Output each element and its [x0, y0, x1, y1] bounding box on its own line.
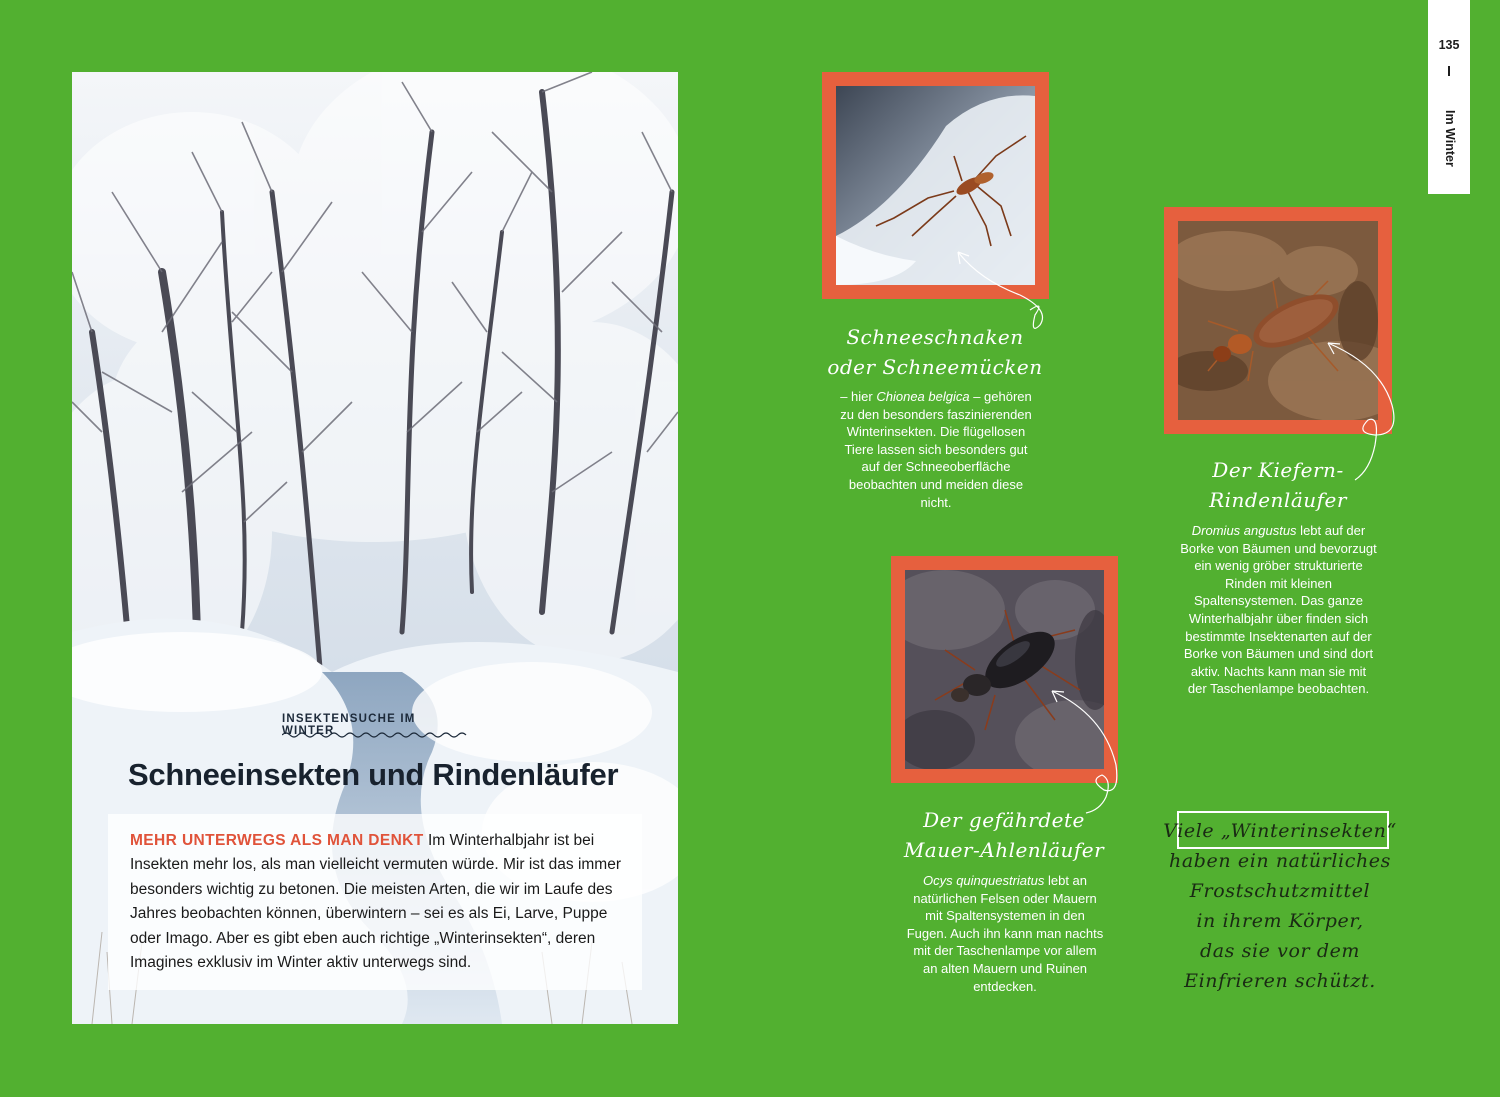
snow-fly-caption-text: – gehören zu den besonders faszinierenden Winterinsekten. Die flügellosen Tiere lassen sich besonders gut auf der Schneeoberfläche beobachten und meiden diese nicht. — [840, 389, 1032, 510]
snow-fly-caption — [834, 388, 1038, 511]
page-headline: Schneeinsekten und Rindenläufer — [128, 757, 619, 792]
wall-runner-caption-text: lebt an natürlichen Felsen oder Mauern mit Spaltensystemen in den Fugen. Auch ihn kann man nachts mit der Taschenlampe vor allem an alten Mauern und Ruinen entdecken. — [906, 873, 1104, 994]
pine-bark-runner-title-line2: Rindenläufer — [1209, 488, 1347, 512]
snow-fly-pointer-arrow — [950, 240, 1060, 340]
snow-fly-title-line2: oder Schneemücken — [827, 355, 1043, 379]
pine-bark-runner-pointer-arrow — [1320, 335, 1400, 485]
note-line: Einfrieren schützt. — [1184, 970, 1376, 992]
note-line: in ihrem Körper, — [1196, 910, 1364, 932]
section-kicker: INSEKTENSUCHE IM WINTER — [282, 713, 416, 737]
frost-protection-note — [1160, 816, 1400, 996]
pine-bark-runner-species: Dromius angustus — [1191, 523, 1297, 538]
intro-lead: MEHR UNTERWEGS ALS MAN DENKT — [130, 832, 424, 849]
note-line: das sie vor dem — [1199, 940, 1361, 962]
pine-bark-runner-caption-text: lebt auf der Borke von Bäumen und bevorzugt ein wenig gröber strukturierte Rinden mit kleinen Spaltensystemen. Das ganze Winterhalbjahr über finden sich bestimmte Insektenarten auf der Borke von Bäumen und sind dort aktiv. Nachts kann man sie mit der Taschenlampe beobachten. — [1180, 523, 1377, 697]
chapter-tab-label: Im Winter — [1443, 110, 1457, 167]
wall-runner-pointer-arrow — [1044, 685, 1124, 815]
note-line: haben ein natürliches — [1169, 850, 1391, 872]
intro-paragraph — [130, 829, 630, 975]
note-line: Frostschutzmittel — [1189, 880, 1371, 902]
wall-runner-species: Ocys quinquestriatus — [922, 873, 1045, 888]
wall-runner-caption — [906, 872, 1104, 995]
wall-runner-title-line2: Mauer-Ahlenläufer — [903, 838, 1105, 862]
snow-fly-title-line1: Schneeschnaken — [846, 325, 1024, 349]
page-number: 135 — [1438, 38, 1460, 52]
wall-runner-title-line1: Der gefährdete — [923, 808, 1085, 832]
pine-bark-runner-title-line1: Der Kiefern- — [1212, 458, 1344, 482]
snow-fly-caption-pre: – hier — [840, 389, 877, 404]
note-boxed-line: Viele „Winterinsekten“ — [1163, 820, 1397, 842]
intro-body: Im Winterhalbjahr ist bei Insekten mehr los, als man vielleicht vermuten würde. Mir ist das immer besonders wichtig zu betonen. Die meisten Arten, die wir im Laufe des Jahres beobachten können, überwintern – sei es als Ei, Larve, Puppe oder Imago. Aber es gibt eben auch richtige „Winterinsekten“, deren Imagines exklusiv im Winter aktiv unterwegs sind. — [130, 832, 621, 972]
wavy-divider — [282, 731, 468, 739]
snow-fly-species: Chionea belgica — [876, 389, 970, 404]
pine-bark-runner-caption — [1180, 522, 1377, 698]
tab-divider — [1448, 66, 1450, 76]
